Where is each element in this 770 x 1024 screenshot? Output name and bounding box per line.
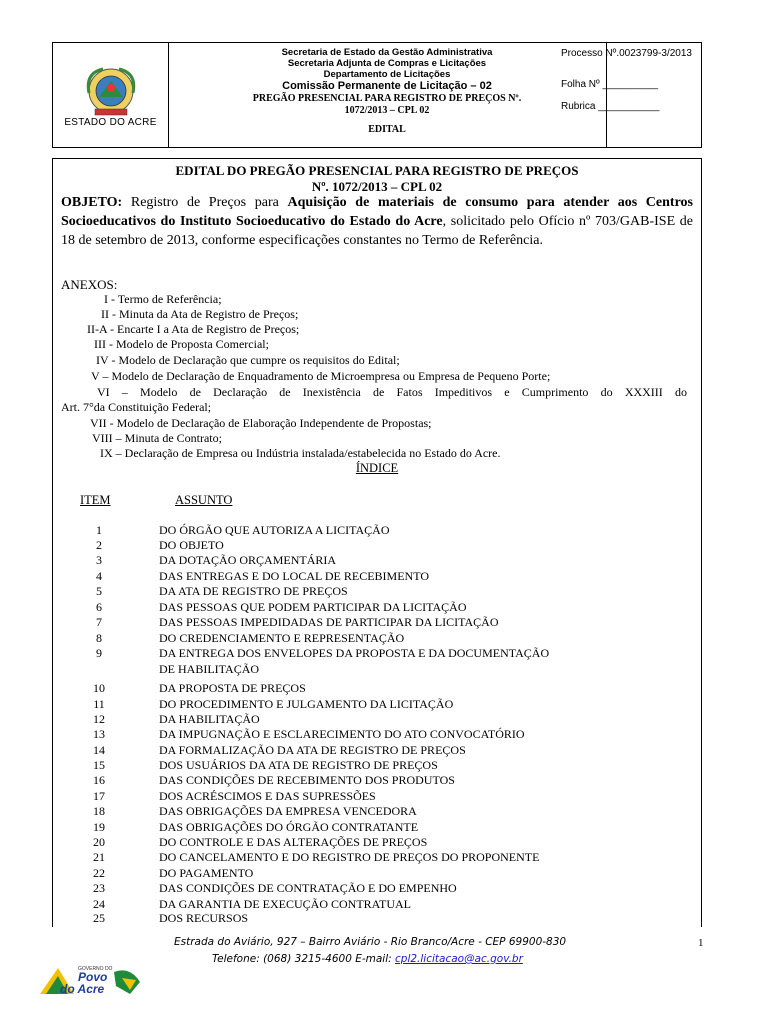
anexo-item: VII - Modelo de Declaração de Elaboração Independente de Propostas;: [90, 416, 432, 430]
footer-phone: Telefone: (068) 3215-4600 E-mail:: [212, 953, 392, 965]
footer-email-link[interactable]: cpl2.licitacao@ac.gov.br: [395, 953, 523, 965]
logo-text-top: Povo: [78, 970, 108, 984]
footer-contact: [212, 953, 523, 965]
indice-item-title: DOS ACRÉSCIMOS E DAS SUPRESSÕES: [159, 789, 376, 803]
rubrica-field: Rubrica ___________: [561, 101, 660, 112]
header-line-5: PREGÃO PRESENCIAL PARA REGISTRO DE PREÇOS Nº.: [252, 93, 522, 104]
logo-text-mid: do Acre: [60, 982, 105, 996]
indice-item-title: DA HABILITAÇÃO: [159, 712, 260, 726]
indice-item-number: 3: [96, 553, 102, 567]
indice-item-title: DA ENTREGA DOS ENVELOPES DA PROPOSTA E DA DOCUMENTAÇÃO: [159, 646, 550, 660]
footer-address: Estrada do Aviário, 927 – Bairro Aviário - Rio Branco/Acre - CEP 69900-830: [174, 936, 567, 948]
indice-item-number: 18: [93, 804, 105, 818]
objeto-text-1: Registro de Preços para: [122, 195, 288, 210]
indice-item-number: 21: [93, 850, 105, 864]
indice-item-number: 8: [96, 631, 102, 645]
indice-item-title: DO PROCEDIMENTO E JULGAMENTO DA LICITAÇÃO: [159, 697, 454, 711]
indice-item-title: DA IMPUGNAÇÃO E ESCLARECIMENTO DO ATO CONVOCATÓRIO: [159, 727, 525, 741]
anexo-item: VIII – Minuta de Contrato;: [92, 431, 222, 445]
header-line-3: Departamento de Licitações: [323, 69, 451, 80]
indice-item-title: DAS OBRIGAÇÕES DO ÓRGÃO CONTRATANTE: [159, 820, 419, 834]
indice-item-title: DO PAGAMENTO: [159, 866, 254, 880]
indice-item-title: DAS OBRIGAÇÕES DA EMPRESA VENCEDORA: [159, 804, 417, 818]
indice-item-title: DAS PESSOAS QUE PODEM PARTICIPAR DA LICITAÇÃO: [159, 600, 467, 614]
indice-item-number: 4: [96, 569, 102, 583]
edital-title-line-2: Nº. 1072/2013 – CPL 02: [311, 179, 443, 194]
edital-title-line-1: EDITAL DO PREGÃO PRESENCIAL PARA REGISTRO DE PREÇOS: [175, 163, 579, 178]
state-seal-icon: [81, 63, 141, 123]
header-line-4: Comissão Permanente de Licitação – 02: [282, 80, 492, 92]
indice-item-title: DA PROPOSTA DE PREÇOS: [159, 681, 306, 695]
anexo-item: II - Minuta da Ata de Registro de Preços;: [101, 307, 299, 321]
header-line-1: Secretaria de Estado da Gestão Administrativa: [281, 47, 493, 58]
objeto-bold: Aquisição de materiais de consumo para atender aos Centros Socioeducativos do Instituto Socioeducativo do Estado do Acre: [61, 195, 693, 229]
indice-item-title: DOS RECURSOS: [159, 911, 249, 925]
indice-item-number: 5: [96, 584, 102, 598]
indice-item-title: DO OBJETO: [159, 538, 224, 552]
indice-item-title: DO ÓRGÃO QUE AUTORIZA A LICITAÇÃO: [159, 523, 390, 537]
edital-body: [52, 158, 702, 927]
indice-item-number: 24: [93, 897, 105, 911]
anexo-item: V – Modelo de Declaração de Enquadramento de Microempresa ou Empresa de Pequeno Porte;: [91, 369, 551, 383]
indice-col-assunto: ASSUNTO: [175, 493, 233, 507]
indice-item-title: DOS USUÁRIOS DA ATA DE REGISTRO DE PREÇOS: [159, 758, 438, 772]
indice-item-number: 17: [93, 789, 105, 803]
page-number: 1: [698, 937, 704, 949]
indice-item-title-continued: DE HABILITAÇÃO: [159, 662, 260, 676]
anexo-item: I - Termo de Referência;: [104, 292, 222, 306]
anexo-item: III - Modelo de Proposta Comercial;: [94, 337, 269, 351]
indice-item-number: 13: [93, 727, 105, 741]
governo-povo-do-acre-logo: [38, 964, 148, 998]
anexo-item: IV - Modelo de Declaração que cumpre os requisitos do Edital;: [96, 353, 400, 367]
indice-item-number: 16: [93, 773, 105, 787]
indice-item-number: 11: [93, 697, 105, 711]
indice-item-number: 7: [96, 615, 102, 629]
indice-item-number: 1: [96, 523, 102, 537]
objeto-text-2: , solicitado pelo Ofício nº 703/GAB-ISE de 18 de setembro de 2013, conforme especificações constantes no Termo de Referência.: [61, 214, 693, 248]
processo-number: Processo Nº.0023799-3/2013: [561, 48, 692, 59]
indice-item-number: 6: [96, 600, 102, 614]
indice-item-number: 20: [93, 835, 105, 849]
anexo-item: VI – Modelo de Declaração de Inexistência de Fatos Impeditivos e Cumprimento do XXXIII do: [97, 385, 687, 399]
indice-item-number: 10: [93, 681, 105, 695]
indice-item-number: 15: [93, 758, 105, 772]
indice-item-title: DAS ENTREGAS E DO LOCAL DE RECEBIMENTO: [159, 569, 429, 583]
header-line-7: EDITAL: [368, 124, 406, 135]
logo-small-text: GOVERNO DO: [78, 966, 113, 972]
header-center-text: [169, 47, 605, 136]
state-label: ESTADO DO ACRE: [64, 117, 157, 128]
indice-item-number: 19: [93, 820, 105, 834]
indice-item-number: 14: [93, 743, 105, 757]
header-seal-cell: [53, 43, 169, 147]
indice-item-title: DAS CONDIÇÕES DE RECEBIMENTO DOS PRODUTOS: [159, 773, 455, 787]
anexo-item: Art. 7°da Constituição Federal;: [61, 400, 212, 414]
indice-item-title: DAS CONDIÇÕES DE CONTRATAÇÃO E DO EMPENHO: [159, 881, 457, 895]
anexo-item: IX – Declaração de Empresa ou Indústria instalada/estabelecida no Estado do Acre.: [100, 446, 501, 460]
anexos-label: ANEXOS:: [61, 277, 118, 292]
indice-item-title: DO CONTROLE E DAS ALTERAÇÕES DE PREÇOS: [159, 835, 428, 849]
document-header: [52, 42, 702, 148]
indice-item-title: DA FORMALIZAÇÃO DA ATA DE REGISTRO DE PREÇOS: [159, 743, 466, 757]
indice-item-title: DAS PESSOAS IMPEDIDADAS DE PARTICIPAR DA LICITAÇÃO: [159, 615, 499, 629]
indice-item-number: 2: [96, 538, 102, 552]
folha-field: Folha Nº __________: [561, 79, 659, 90]
indice-item-title: DA ATA DE REGISTRO DE PREÇOS: [159, 584, 348, 598]
indice-item-number: 9: [96, 646, 102, 660]
indice-item-number: 25: [93, 911, 105, 925]
indice-item-title: DA DOTAÇÃO ORÇAMENTÁRIA: [159, 553, 337, 567]
objeto-paragraph: [61, 193, 693, 250]
indice-col-item: ITEM: [80, 493, 111, 507]
indice-item-number: 22: [93, 866, 105, 880]
indice-title: ÍNDICE: [355, 461, 399, 475]
objeto-label: OBJETO:: [61, 195, 123, 210]
anexo-item: II-A - Encarte I a Ata de Registro de Preços;: [87, 322, 300, 336]
header-line-2: Secretaria Adjunta de Compras e Licitações: [287, 58, 487, 69]
indice-item-number: 12: [93, 712, 105, 726]
indice-item-title: DA GARANTIA DE EXECUÇÃO CONTRATUAL: [159, 897, 411, 911]
indice-item-title: DO CREDENCIAMENTO E REPRESENTAÇÃO: [159, 631, 405, 645]
header-line-6: 1072/2013 – CPL 02: [344, 105, 430, 116]
indice-item-title: DO CANCELAMENTO E DO REGISTRO DE PREÇOS DO PROPONENTE: [159, 850, 540, 864]
indice-item-number: 23: [93, 881, 105, 895]
